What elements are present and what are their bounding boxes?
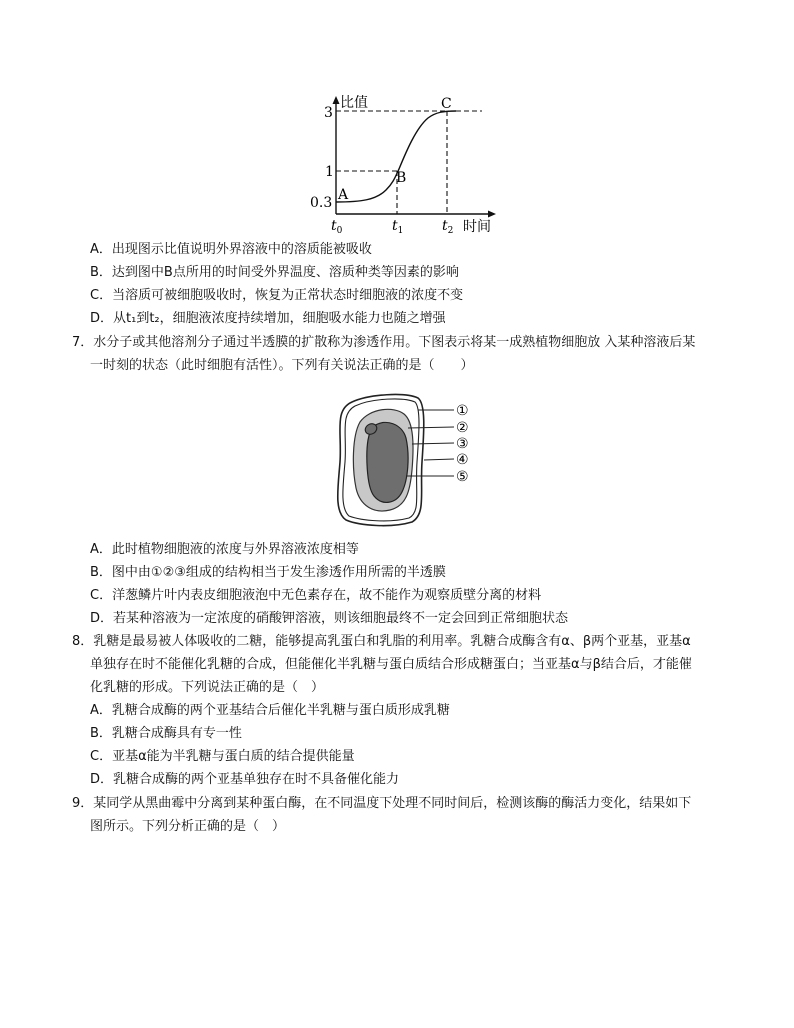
y-axis-label: 比值: [340, 95, 368, 111]
q8-stem-line1: 8．乳糖是最易被人体吸收的二糖，能够提高乳蛋白和乳脂的利用率。乳糖合成酶含有α、β两个亚基，亚基α: [72, 634, 691, 649]
y-tick-3: 3: [324, 105, 333, 121]
q7-stem-line1: 7．水分子或其他溶剂分子通过半透膜的扩散称为渗透作用。下图表示将某一成熟植物细胞放 入某种溶液后某: [72, 335, 696, 350]
x-tick-t2-main: t: [442, 218, 448, 234]
label-4: ④: [456, 452, 469, 468]
q7-option-a: A．此时植物细胞液的浓度与外界溶液浓度相等: [90, 542, 359, 557]
q7-option-b: B．图中由①②③组成的结构相当于发生渗透作用所需的半透膜: [90, 565, 446, 580]
ratio-curve: [336, 111, 456, 202]
x-tick-t2: [442, 218, 453, 236]
point-label-A: A: [338, 187, 349, 203]
x-tick-t0-sub: 0: [336, 226, 343, 236]
q9-stem-line1: 9．某同学从黑曲霉中分离到某种蛋白酶，在不同温度下处理不同时间后，检测该酶的酶活力变化，结果如下: [72, 796, 692, 811]
q8-stem-line3: 化乳糖的形成。下列说法正确的是（ ）: [90, 680, 325, 695]
point-label-B: B: [396, 170, 407, 186]
q8-option-a: A．乳糖合成酶的两个亚基结合后催化半乳糖与蛋白质形成乳糖: [90, 703, 450, 718]
x-tick-t0-main: t: [331, 218, 337, 234]
y-tick-0.3: 0.3: [310, 195, 333, 211]
y-tick-1: 1: [325, 164, 334, 180]
q6-option-a: A．出现图示比值说明外界溶液中的溶质能被吸收: [90, 242, 372, 257]
q9-stem-line2: 图所示。下列分析正确的是（ ）: [90, 819, 286, 834]
q7-option-d: D．若某种溶液为一定浓度的硝酸钾溶液，则该细胞最终不一定会回到正常细胞状态: [90, 611, 569, 626]
point-label-C: C: [441, 96, 452, 112]
label-1: ①: [456, 403, 469, 419]
q8-stem-line2: 单独存在时不能催化乳糖的合成，但能催化半乳糖与蛋白质结合形成糖蛋白；当亚基α与β结合后，才能催: [90, 657, 692, 672]
q6-option-c: C．当溶质可被细胞吸收时，恢复为正常状态时细胞液的浓度不变: [90, 288, 464, 303]
q7-option-c: C．洋葱鳞片叶内表皮细胞液泡中无色素存在，故不能作为观察质壁分离的材料: [90, 588, 542, 603]
q8-option-c: C．亚基α能为半乳糖与蛋白质的结合提供能量: [90, 749, 355, 764]
y-axis-arrow: [333, 96, 340, 104]
q7-stem-line2: 一时刻的状态（此时细胞有活性）。下列有关说法正确的是（ ）: [90, 358, 474, 373]
label-3: ③: [456, 436, 469, 452]
plant-cell-diagram: [330, 392, 490, 528]
q8-option-d: D．乳糖合成酶的两个亚基单独存在时不具备催化能力: [90, 772, 400, 787]
vacuole: [367, 422, 408, 502]
leader-4: [424, 459, 454, 460]
q6-option-b: B．达到图中B点所用的时间受外界温度、溶质种类等因素的影响: [90, 265, 459, 280]
label-2: ②: [456, 420, 469, 436]
x-tick-t1-main: t: [392, 218, 398, 234]
label-5: ⑤: [456, 469, 469, 485]
x-tick-t1: [392, 218, 403, 236]
q8-option-b: B．乳糖合成酶具有专一性: [90, 726, 242, 741]
ratio-time-chart: [306, 90, 506, 240]
x-axis-label: 时间: [463, 219, 491, 235]
x-tick-t1-sub: 1: [397, 226, 404, 236]
q6-option-d: D．从t₁到t₂，细胞液浓度持续增加，细胞吸水能力也随之增强: [90, 311, 446, 326]
x-axis-arrow: [488, 211, 496, 218]
x-tick-t0: [331, 218, 343, 236]
x-tick-t2-sub: 2: [447, 226, 454, 236]
